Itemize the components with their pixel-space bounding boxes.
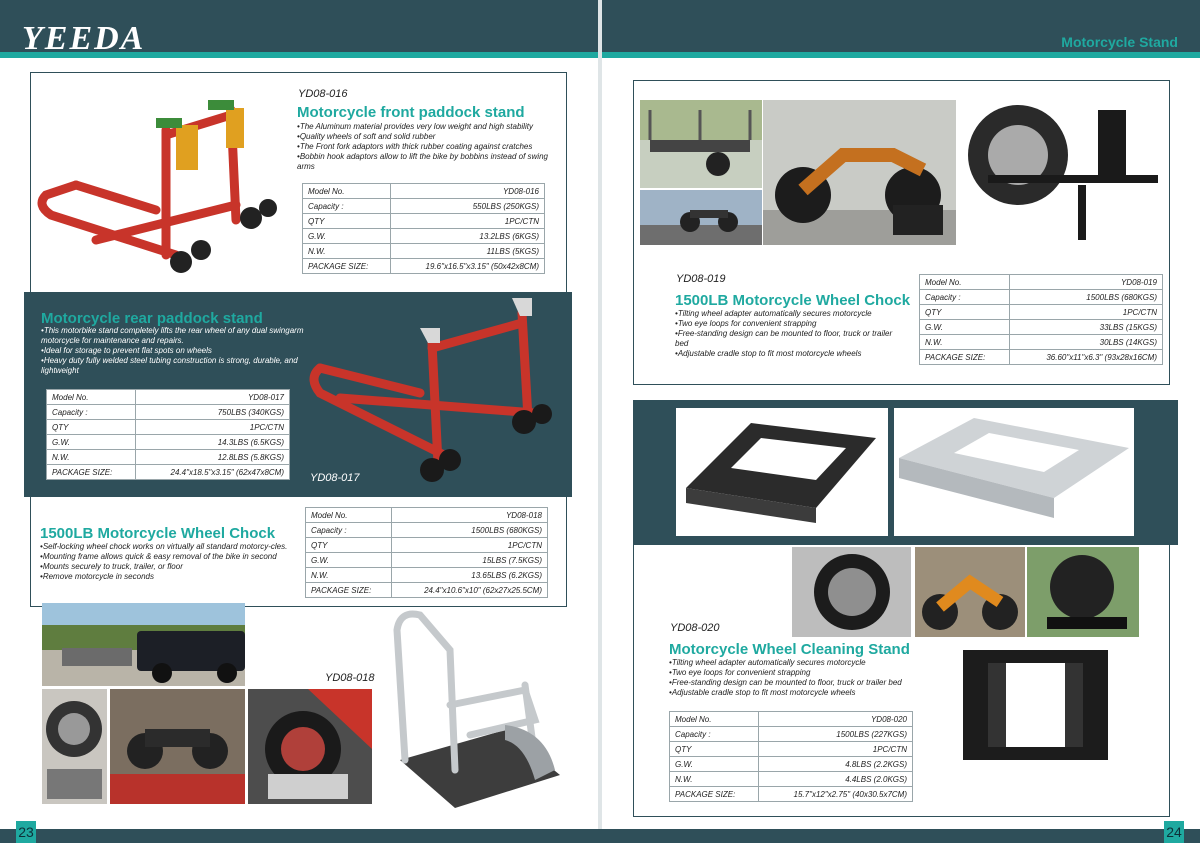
spec-row <box>306 538 548 553</box>
product-title-yd08-016: Motorcycle front paddock stand <box>297 104 525 121</box>
spec-label: Model No. <box>670 712 759 727</box>
spec-value: 4.4LBS (2.0KGS) <box>758 772 913 787</box>
spec-label: N.W. <box>47 450 136 465</box>
spec-table-yd08-018 <box>305 507 548 598</box>
feature-item: • Two eye loops for convenient strapping <box>669 668 919 678</box>
spec-row <box>670 757 913 772</box>
spec-value: 750LBS (340KGS) <box>135 405 290 420</box>
brand-logo: YEEDA <box>22 20 146 57</box>
spec-table-yd08-017 <box>46 389 290 480</box>
feature-item: • Bobbin hook adaptors allow to lift the bike by bobbins instead of swing arms <box>297 152 559 172</box>
spec-value: 1500LBS (680KGS) <box>1009 290 1162 305</box>
spec-label: G.W. <box>303 229 391 244</box>
spec-row <box>47 405 290 420</box>
spec-table-yd08-016 <box>302 183 545 274</box>
feature-item: • Free-standing design can be mounted to floor, truck or trailer bed <box>669 678 919 688</box>
spec-label: QTY <box>47 420 136 435</box>
spec-value: 15LBS (7.5KGS) <box>392 553 548 568</box>
spec-value: 14.3LBS (6.5KGS) <box>135 435 290 450</box>
black-ramp-photo <box>676 408 888 536</box>
feature-item: • Adjustable cradle stop to fit most motorcycle wheels <box>669 688 919 698</box>
product-title-yd08-017: Motorcycle rear paddock stand <box>41 310 263 327</box>
spec-value: 30LBS (14KGS) <box>1009 335 1162 350</box>
stand-in-use-photo <box>1027 547 1139 637</box>
spec-row <box>920 305 1163 320</box>
spec-value: 1PC/CTN <box>391 214 545 229</box>
spec-value: 19.6"x16.5"x3.15" (50x42x8CM) <box>391 259 545 274</box>
spec-value: YD08-016 <box>391 184 545 199</box>
spec-row <box>670 742 913 757</box>
spec-value: YD08-018 <box>392 508 548 523</box>
spec-value: 1PC/CTN <box>1009 305 1162 320</box>
spec-label: N.W. <box>920 335 1010 350</box>
spec-row <box>670 787 913 802</box>
spec-label: PACKAGE SIZE: <box>303 259 391 274</box>
spec-row <box>303 199 545 214</box>
spec-label: Model No. <box>306 508 392 523</box>
spec-label: G.W. <box>306 553 392 568</box>
spec-row <box>670 772 913 787</box>
spec-row <box>306 583 548 598</box>
spec-value: 24.4"x18.5"x3.15" (62x47x8CM) <box>135 465 290 480</box>
garage-lift-photo <box>110 689 245 804</box>
feature-item: • Tilting wheel adapter automatically secures motorcycle <box>675 309 905 319</box>
spec-value: 12.8LBS (5.8KGS) <box>135 450 290 465</box>
spec-value: 550LBS (250KGS) <box>391 199 545 214</box>
trailer-bike-photo <box>640 190 762 245</box>
product-code-yd08-020: YD08-020 <box>670 622 720 634</box>
spec-row <box>303 229 545 244</box>
page-spine <box>598 0 602 843</box>
spec-label: PACKAGE SIZE: <box>920 350 1010 365</box>
product-title-yd08-019: 1500LB Motorcycle Wheel Chock <box>675 292 911 309</box>
spec-label: QTY <box>303 214 391 229</box>
feature-item: • Two eye loops for convenient strapping <box>675 319 905 329</box>
spec-label: Capacity : <box>47 405 136 420</box>
spec-row <box>306 523 548 538</box>
spec-row <box>306 568 548 583</box>
spec-row <box>47 465 290 480</box>
silver-ramp-photo <box>894 408 1134 536</box>
spec-label: QTY <box>670 742 759 757</box>
spec-value: 15.7"x12"x2.75" (40x30.5x7CM) <box>758 787 913 802</box>
page-number-right: 24 <box>1164 821 1184 843</box>
product-code-yd08-016: YD08-016 <box>298 88 348 100</box>
feature-list-yd08-019 <box>675 309 905 359</box>
spec-label: Model No. <box>47 390 136 405</box>
spec-row <box>47 420 290 435</box>
spec-row <box>920 275 1163 290</box>
spec-label: N.W. <box>306 568 392 583</box>
spec-label: N.W. <box>303 244 391 259</box>
spec-row <box>306 553 548 568</box>
feature-item: • Self-locking wheel chock works on virtually all standard motorcy-cles. <box>40 542 302 552</box>
spec-label: N.W. <box>670 772 759 787</box>
spec-row <box>670 727 913 742</box>
spec-row <box>47 450 290 465</box>
cruiser-motorcycle-photo <box>763 100 956 245</box>
cleaning-stand-wheel-photo <box>792 547 911 637</box>
feature-item: • Quality wheels of soft and solid rubber <box>297 132 559 142</box>
spec-row <box>303 184 545 199</box>
spec-value: 11LBS (5KGS) <box>391 244 545 259</box>
spec-label: PACKAGE SIZE: <box>670 787 759 802</box>
spec-label: Model No. <box>920 275 1010 290</box>
front-paddock-stand-photo <box>36 90 286 285</box>
spec-value: 1500LBS (227KGS) <box>758 727 913 742</box>
spec-value: 1PC/CTN <box>758 742 913 757</box>
spec-value: 1PC/CTN <box>392 538 548 553</box>
wheel-chock-product-photo <box>385 610 565 810</box>
section-title: Motorcycle Stand <box>1061 34 1178 50</box>
feature-list-yd08-016 <box>297 122 559 172</box>
sportbike-chock-photo <box>248 689 372 804</box>
spec-label: G.W. <box>670 757 759 772</box>
spec-label: Capacity : <box>670 727 759 742</box>
spec-label: G.W. <box>47 435 136 450</box>
spec-row <box>303 244 545 259</box>
spec-row <box>920 350 1163 365</box>
feature-item: • Ideal for storage to prevent flat spots on wheels <box>41 346 307 356</box>
rear-paddock-stand-photo <box>300 298 562 490</box>
spec-label: Capacity : <box>306 523 392 538</box>
truck-usage-photo <box>42 603 245 686</box>
spec-value: 1PC/CTN <box>135 420 290 435</box>
feature-item: • Tilting wheel adapter automatically secures motorcycle <box>669 658 919 668</box>
feature-list-yd08-018 <box>40 542 302 582</box>
spec-label: Model No. <box>303 184 391 199</box>
feature-item: • Heavy duty fully welded steel tubing construction is strong, durable, and lightweight <box>41 356 307 376</box>
spec-row <box>920 320 1163 335</box>
spec-label: Capacity : <box>920 290 1010 305</box>
spec-label: PACKAGE SIZE: <box>47 465 136 480</box>
spec-value: 4.8LBS (2.2KGS) <box>758 757 913 772</box>
feature-item: • Mounting frame allows quick & easy removal of the bike in second <box>40 552 302 562</box>
spec-row <box>303 214 545 229</box>
spec-row <box>303 259 545 274</box>
spec-row <box>47 435 290 450</box>
spec-value: YD08-017 <box>135 390 290 405</box>
feature-item: • The Front fork adaptors with thick rubber coating against cratches <box>297 142 559 152</box>
spec-row <box>47 390 290 405</box>
feature-item: • Remove motorcycle in seconds <box>40 572 302 582</box>
spec-label: PACKAGE SIZE: <box>306 583 392 598</box>
spec-value: 1500LBS (680KGS) <box>392 523 548 538</box>
page-footer <box>0 829 1200 843</box>
spec-value: 13.65LBS (6.2KGS) <box>392 568 548 583</box>
spec-label: QTY <box>306 538 392 553</box>
cleaning-stand-product-photo <box>958 645 1113 765</box>
spec-value: 24.4"x10.6"x10" (62x27x25.5CM) <box>392 583 548 598</box>
page-number-left: 23 <box>16 821 36 843</box>
feature-item: • The Aluminum material provides very low weight and high stability <box>297 122 559 132</box>
product-title-yd08-018: 1500LB Motorcycle Wheel Chock <box>40 525 276 542</box>
spec-value: 33LBS (15KGS) <box>1009 320 1162 335</box>
product-code-yd08-018: YD08-018 <box>325 672 375 684</box>
spec-value: 36.60"x11"x6.3" (93x28x16CM) <box>1009 350 1162 365</box>
spec-row <box>920 335 1163 350</box>
feature-item: • Mounts securely to truck, trailer, or floor <box>40 562 302 572</box>
feature-item: • Free-standing design can be mounted to floor, truck or trailer bed <box>675 329 905 349</box>
trailer-photo <box>640 100 762 188</box>
feature-item: • This motorbike stand completely lifts the rear wheel of any dual swingarm motorcycle for maintenance and repairs. <box>41 326 307 346</box>
spec-label: QTY <box>920 305 1010 320</box>
product-code-yd08-017: YD08-017 <box>310 472 360 484</box>
feature-item: • Adjustable cradle stop to fit most motorcycle wheels <box>675 349 905 359</box>
spec-label: G.W. <box>920 320 1010 335</box>
spec-table-yd08-020 <box>669 711 913 802</box>
chock-front-wheel-photo <box>42 689 107 804</box>
spec-row <box>670 712 913 727</box>
feature-list-yd08-017 <box>41 326 307 376</box>
wheel-chock-019-product-photo <box>958 100 1163 245</box>
spec-label: Capacity : <box>303 199 391 214</box>
product-code-yd08-019: YD08-019 <box>676 273 726 285</box>
feature-list-yd08-020 <box>669 658 919 698</box>
spec-row <box>306 508 548 523</box>
spec-row <box>920 290 1163 305</box>
product-title-yd08-020: Motorcycle Wheel Cleaning Stand <box>669 641 910 658</box>
spec-table-yd08-019 <box>919 274 1163 365</box>
spec-value: 13.2LBS (6KGS) <box>391 229 545 244</box>
spec-value: YD08-019 <box>1009 275 1162 290</box>
sportbike-rider-photo <box>915 547 1025 637</box>
spec-value: YD08-020 <box>758 712 913 727</box>
